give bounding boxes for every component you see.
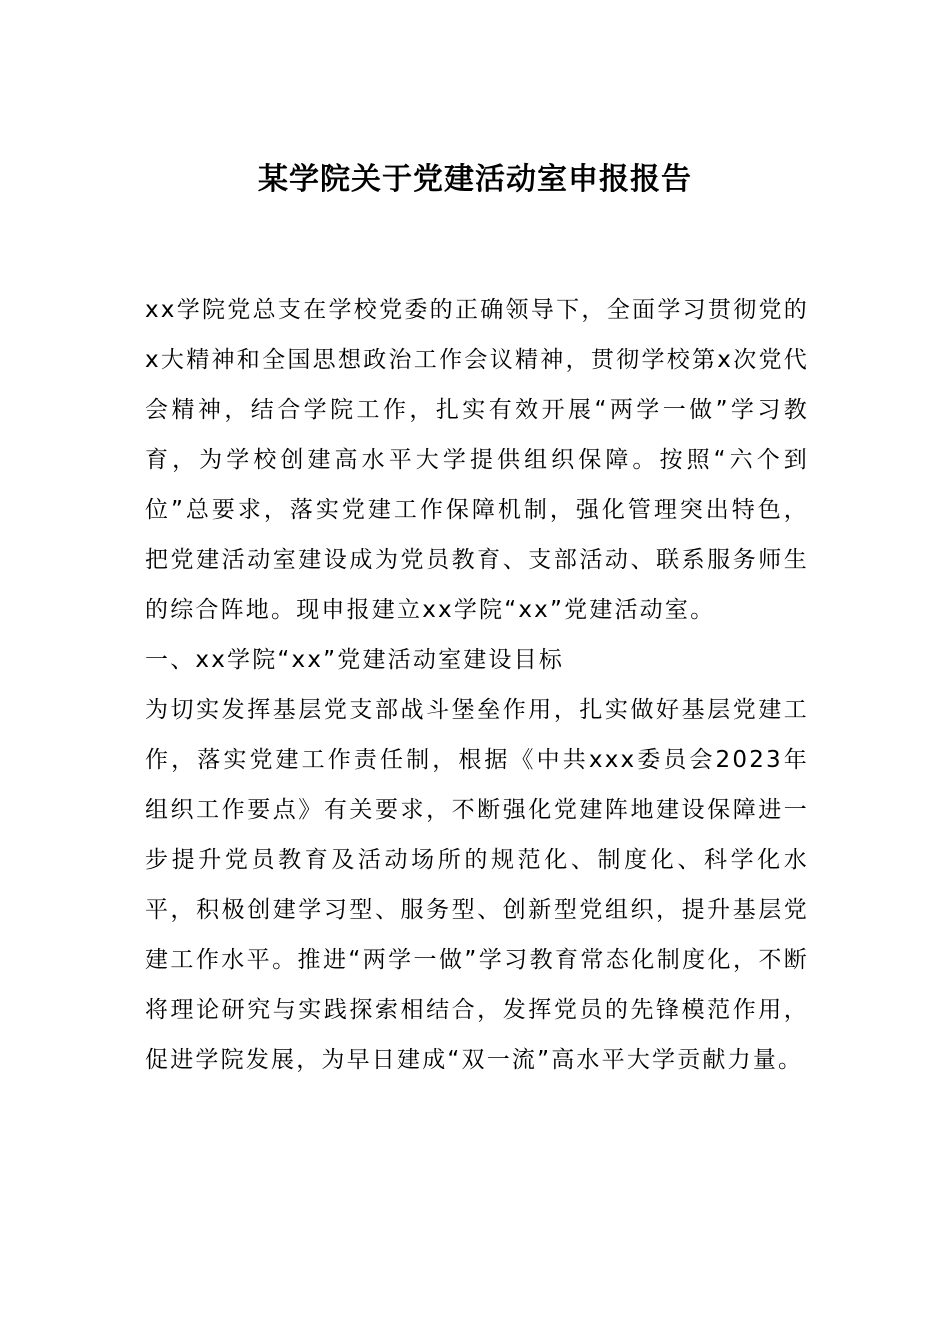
paragraph-intro: xx学院党总支在学校党委的正确领导下，全面学习贯彻党的x大精神和全国思想政治工作会议精神，贯彻学校第x次党代会精神，结合学院工作，扎实有效开展“两学一做”学习教育，为学校创建高水平大学提供组织保障。按照“六个到位”总要求，落实党建工作保障机制，强化管理突出特色，把党建活动室建设成为党员教育、支部活动、联系服务师生的综合阵地。现申报建立xx学院“xx”党建活动室。 bbox=[145, 297, 809, 623]
document-title: 某学院关于党建活动室申报报告 bbox=[258, 162, 692, 197]
paragraph-goals: 为切实发挥基层党支部战斗堡垒作用，扎实做好基层党建工作，落实党建工作责任制，根据《中共xxx委员会2023年组织工作要点》有关要求，不断强化党建阵地建设保障进一步提升党员教育及活动场所的规范化、制度化、科学化水平，积极创建学习型、服务型、创新型党组织，提升基层党建工作水平。推进“两学一做”学习教育常态化制度化，不断将理论研究与实践探索相结合，发挥党员的先锋模范作用，促进学院发展，为早日建成“双一流”高水平大学贡献力量。 bbox=[145, 697, 809, 1073]
document-body bbox=[145, 285, 809, 1085]
section-heading-goals: 一、xx学院“xx”党建活动室建设目标 bbox=[145, 647, 565, 673]
